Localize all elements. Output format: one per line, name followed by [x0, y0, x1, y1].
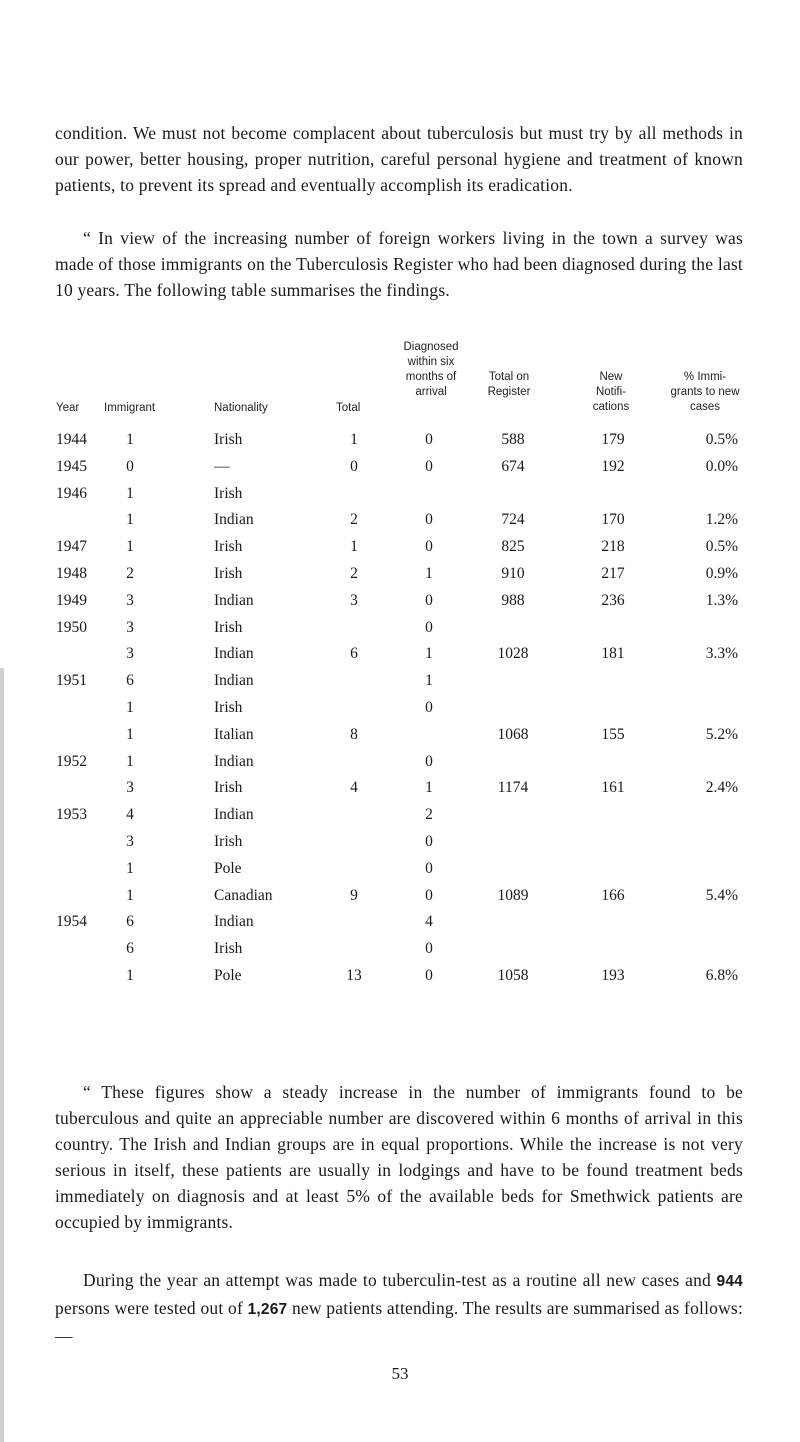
- cell-year: 1944: [56, 431, 87, 448]
- table-row: [0, 909, 800, 936]
- page-number: 53: [391, 1364, 409, 1383]
- paragraph-figures-comment: [55, 1079, 743, 1235]
- cell-register: 988: [501, 591, 525, 609]
- cell-new-notifications: 218: [601, 538, 625, 556]
- table-row: [0, 695, 800, 722]
- cell-new-notifications: 170: [601, 511, 625, 529]
- cell-immigrant: 1: [126, 484, 134, 502]
- cell-total: 1: [350, 431, 358, 448]
- cell-year: 1951: [56, 672, 87, 690]
- table-row: [0, 856, 800, 883]
- cell-diagnosed: 1: [425, 645, 433, 663]
- cell-nationality: Irish: [214, 538, 243, 556]
- table-row: [0, 561, 800, 588]
- table-row: [0, 936, 800, 963]
- cell-nationality: Irish: [214, 618, 243, 636]
- cell-register: 825: [501, 538, 525, 556]
- cell-nationality: Pole: [214, 859, 242, 877]
- cell-diagnosed: 4: [425, 913, 433, 931]
- paragraph-survey-intro-text: “ In view of the increasing number of foreign workers living in the town a survey was made of those immigrants on the Tuberculosis Register who had been diagnosed during the last 10 years. The following table summarises the findings.: [55, 228, 743, 300]
- cell-total: 8: [350, 725, 358, 743]
- cell-register: 1174: [497, 779, 529, 797]
- cell-diagnosed: 0: [425, 832, 433, 850]
- cell-nationality: Indian: [214, 511, 254, 529]
- cell-year: 1953: [56, 806, 87, 824]
- cell-nationality: Irish: [214, 564, 243, 582]
- table-row: [0, 641, 800, 668]
- header-year: Year: [56, 402, 80, 414]
- new-patients-count: 1,267: [247, 1301, 288, 1318]
- header-register: Total on Register: [487, 371, 531, 398]
- cell-immigrant: 3: [126, 832, 134, 850]
- cell-register: 724: [501, 511, 525, 529]
- cell-diagnosed: 0: [425, 752, 433, 770]
- cell-register: 1068: [497, 725, 529, 743]
- cell-percent: 5.4%: [705, 886, 738, 904]
- cell-percent: 1.3%: [705, 591, 738, 609]
- cell-percent: 3.3%: [705, 645, 738, 663]
- cell-year: 1954: [56, 913, 87, 931]
- cell-diagnosed: 0: [425, 538, 433, 556]
- cell-immigrant: 0: [126, 457, 134, 475]
- cell-immigrant: 1: [126, 752, 134, 770]
- cell-register: 588: [501, 431, 525, 448]
- cell-immigrant: 1: [126, 511, 134, 529]
- cell-nationality: Italian: [214, 725, 254, 743]
- cell-register: 1058: [497, 966, 529, 984]
- cell-diagnosed: 0: [425, 698, 433, 716]
- cell-new-notifications: 181: [601, 645, 625, 663]
- cell-total: 13: [346, 966, 362, 984]
- table-row: [0, 481, 800, 508]
- cell-percent: 2.4%: [705, 779, 738, 797]
- table-row: [0, 829, 800, 856]
- table-body: [0, 427, 800, 990]
- cell-immigrant: 1: [126, 698, 134, 716]
- cell-percent: 0.5%: [705, 431, 738, 448]
- cell-percent: 0.5%: [705, 538, 738, 556]
- cell-percent: 0.0%: [705, 457, 738, 475]
- cell-new-notifications: 193: [601, 966, 625, 984]
- header-nationality: Nationality: [214, 402, 268, 414]
- header-new-notifications: New Notifi- cations: [592, 371, 630, 413]
- cell-immigrant: 6: [126, 913, 134, 931]
- cell-immigrant: 6: [126, 672, 134, 690]
- cell-year: 1946: [56, 484, 87, 502]
- cell-year: 1947: [56, 538, 87, 556]
- table-row: [0, 454, 800, 481]
- cell-total: 6: [350, 645, 358, 663]
- cell-register: 674: [501, 457, 525, 475]
- cell-year: 1949: [56, 591, 87, 609]
- cell-percent: 5.2%: [705, 725, 738, 743]
- cell-new-notifications: 166: [601, 886, 625, 904]
- cell-immigrant: 3: [126, 591, 134, 609]
- cell-immigrant: 6: [126, 940, 134, 958]
- cell-nationality: Indian: [214, 913, 254, 931]
- cell-diagnosed: 0: [425, 618, 433, 636]
- cell-diagnosed: 0: [425, 591, 433, 609]
- cell-diagnosed: 0: [425, 859, 433, 877]
- cell-nationality: Indian: [214, 645, 254, 663]
- cell-nationality: Indian: [214, 591, 254, 609]
- cell-total: 2: [350, 564, 358, 582]
- header-percent-immigrants: % Immi- grants to new cases: [670, 371, 740, 413]
- tuberculin-text-before: During the year an attempt was made to tuberculin-test as a routine all new cases and: [83, 1270, 717, 1290]
- tuberculin-text-after: new patients attending. The results are summarised as follows:—: [55, 1298, 744, 1346]
- header-total: Total: [336, 402, 361, 414]
- cell-year: 1950: [56, 618, 87, 636]
- paragraph-survey-intro: [55, 225, 743, 303]
- table-row: [0, 802, 800, 829]
- cell-total: 3: [350, 591, 358, 609]
- cell-immigrant: 4: [126, 806, 134, 824]
- cell-nationality: Irish: [214, 832, 243, 850]
- paragraph-opening: [55, 120, 743, 198]
- cell-year: 1952: [56, 752, 87, 770]
- table-row: [0, 883, 800, 910]
- cell-diagnosed: 1: [425, 564, 433, 582]
- cell-nationality: Irish: [214, 484, 243, 502]
- paragraph-opening-text: condition. We must not become complacent about tuberculosis but must try by all methods in our power, better housing, proper nutrition, careful personal hygiene and treatment of known patients, to prevent its spread and eventually accomplish its eradication.: [55, 123, 743, 195]
- cell-nationality: Irish: [214, 431, 243, 448]
- cell-immigrant: 1: [126, 886, 134, 904]
- cell-new-notifications: 192: [601, 457, 625, 475]
- cell-new-notifications: 217: [601, 564, 625, 582]
- cell-diagnosed: 0: [425, 966, 433, 984]
- cell-immigrant: 2: [126, 564, 134, 582]
- cell-nationality: Pole: [214, 966, 242, 984]
- table-row: [0, 615, 800, 642]
- cell-new-notifications: 236: [601, 591, 625, 609]
- cell-nationality: Irish: [214, 940, 243, 958]
- cell-year: 1945: [56, 457, 87, 475]
- cell-percent: 1.2%: [705, 511, 738, 529]
- cell-new-notifications: 161: [601, 779, 625, 797]
- cell-diagnosed: 0: [425, 940, 433, 958]
- cell-nationality: Irish: [214, 698, 243, 716]
- paragraph-figures-comment-text: “ These figures show a steady increase in the number of immigrants found to be tuberculous and quite an appreciable number are discovered within 6 months of arrival in this country. The Irish and Indian groups are in equal proportions. While the increase is not very serious in itself, these patients are usually in lodgings and have to be found treatment beds immediately on diagnosis and at least 5% of the available beds for Smethwick patients are occupied by immigrants.: [55, 1082, 743, 1232]
- cell-percent: 0.9%: [705, 564, 738, 582]
- table-row: [0, 775, 800, 802]
- table-row: [0, 507, 800, 534]
- tested-count: 944: [716, 1273, 743, 1290]
- cell-immigrant: 1: [126, 966, 134, 984]
- table-row: [0, 749, 800, 776]
- cell-diagnosed: 2: [425, 806, 433, 824]
- cell-immigrant: 3: [126, 618, 134, 636]
- cell-diagnosed: 0: [425, 886, 433, 904]
- tuberculin-text-mid: persons were tested out of: [55, 1298, 248, 1318]
- table-row: [0, 963, 800, 990]
- cell-total: 1: [350, 538, 358, 556]
- table-row: [0, 722, 800, 749]
- paragraph-tuberculin-test: [55, 1267, 743, 1349]
- cell-nationality: —: [214, 457, 230, 475]
- cell-diagnosed: 0: [425, 431, 433, 448]
- cell-nationality: Irish: [214, 779, 243, 797]
- table-row: [0, 534, 800, 561]
- cell-register: 910: [501, 564, 525, 582]
- table-row: [0, 427, 800, 454]
- cell-immigrant: 3: [126, 779, 134, 797]
- cell-nationality: Indian: [214, 752, 254, 770]
- header-immigrant: Immigrant: [104, 402, 156, 414]
- cell-nationality: Indian: [214, 806, 254, 824]
- cell-diagnosed: 0: [425, 511, 433, 529]
- cell-register: 1028: [497, 645, 529, 663]
- cell-immigrant: 3: [126, 645, 134, 663]
- cell-total: 4: [350, 779, 358, 797]
- cell-diagnosed: 1: [425, 672, 433, 690]
- table-header: [0, 338, 800, 422]
- cell-nationality: Indian: [214, 672, 254, 690]
- cell-total: 2: [350, 511, 358, 529]
- table-row: [0, 588, 800, 615]
- cell-new-notifications: 155: [601, 725, 625, 743]
- cell-register: 1089: [497, 886, 529, 904]
- cell-immigrant: 1: [126, 431, 134, 448]
- cell-nationality: Canadian: [214, 886, 273, 904]
- table-row: [0, 668, 800, 695]
- header-diagnosed: Diagnosed within six months of arrival: [403, 341, 459, 398]
- cell-immigrant: 1: [126, 859, 134, 877]
- cell-year: 1948: [56, 564, 87, 582]
- cell-diagnosed: 0: [425, 457, 433, 475]
- cell-percent: 6.8%: [705, 966, 738, 984]
- cell-total: 0: [350, 457, 358, 475]
- cell-immigrant: 1: [126, 725, 134, 743]
- cell-immigrant: 1: [126, 538, 134, 556]
- scan-edge: [0, 668, 4, 1442]
- cell-diagnosed: 1: [425, 779, 433, 797]
- cell-new-notifications: 179: [601, 431, 625, 448]
- cell-total: 9: [350, 886, 358, 904]
